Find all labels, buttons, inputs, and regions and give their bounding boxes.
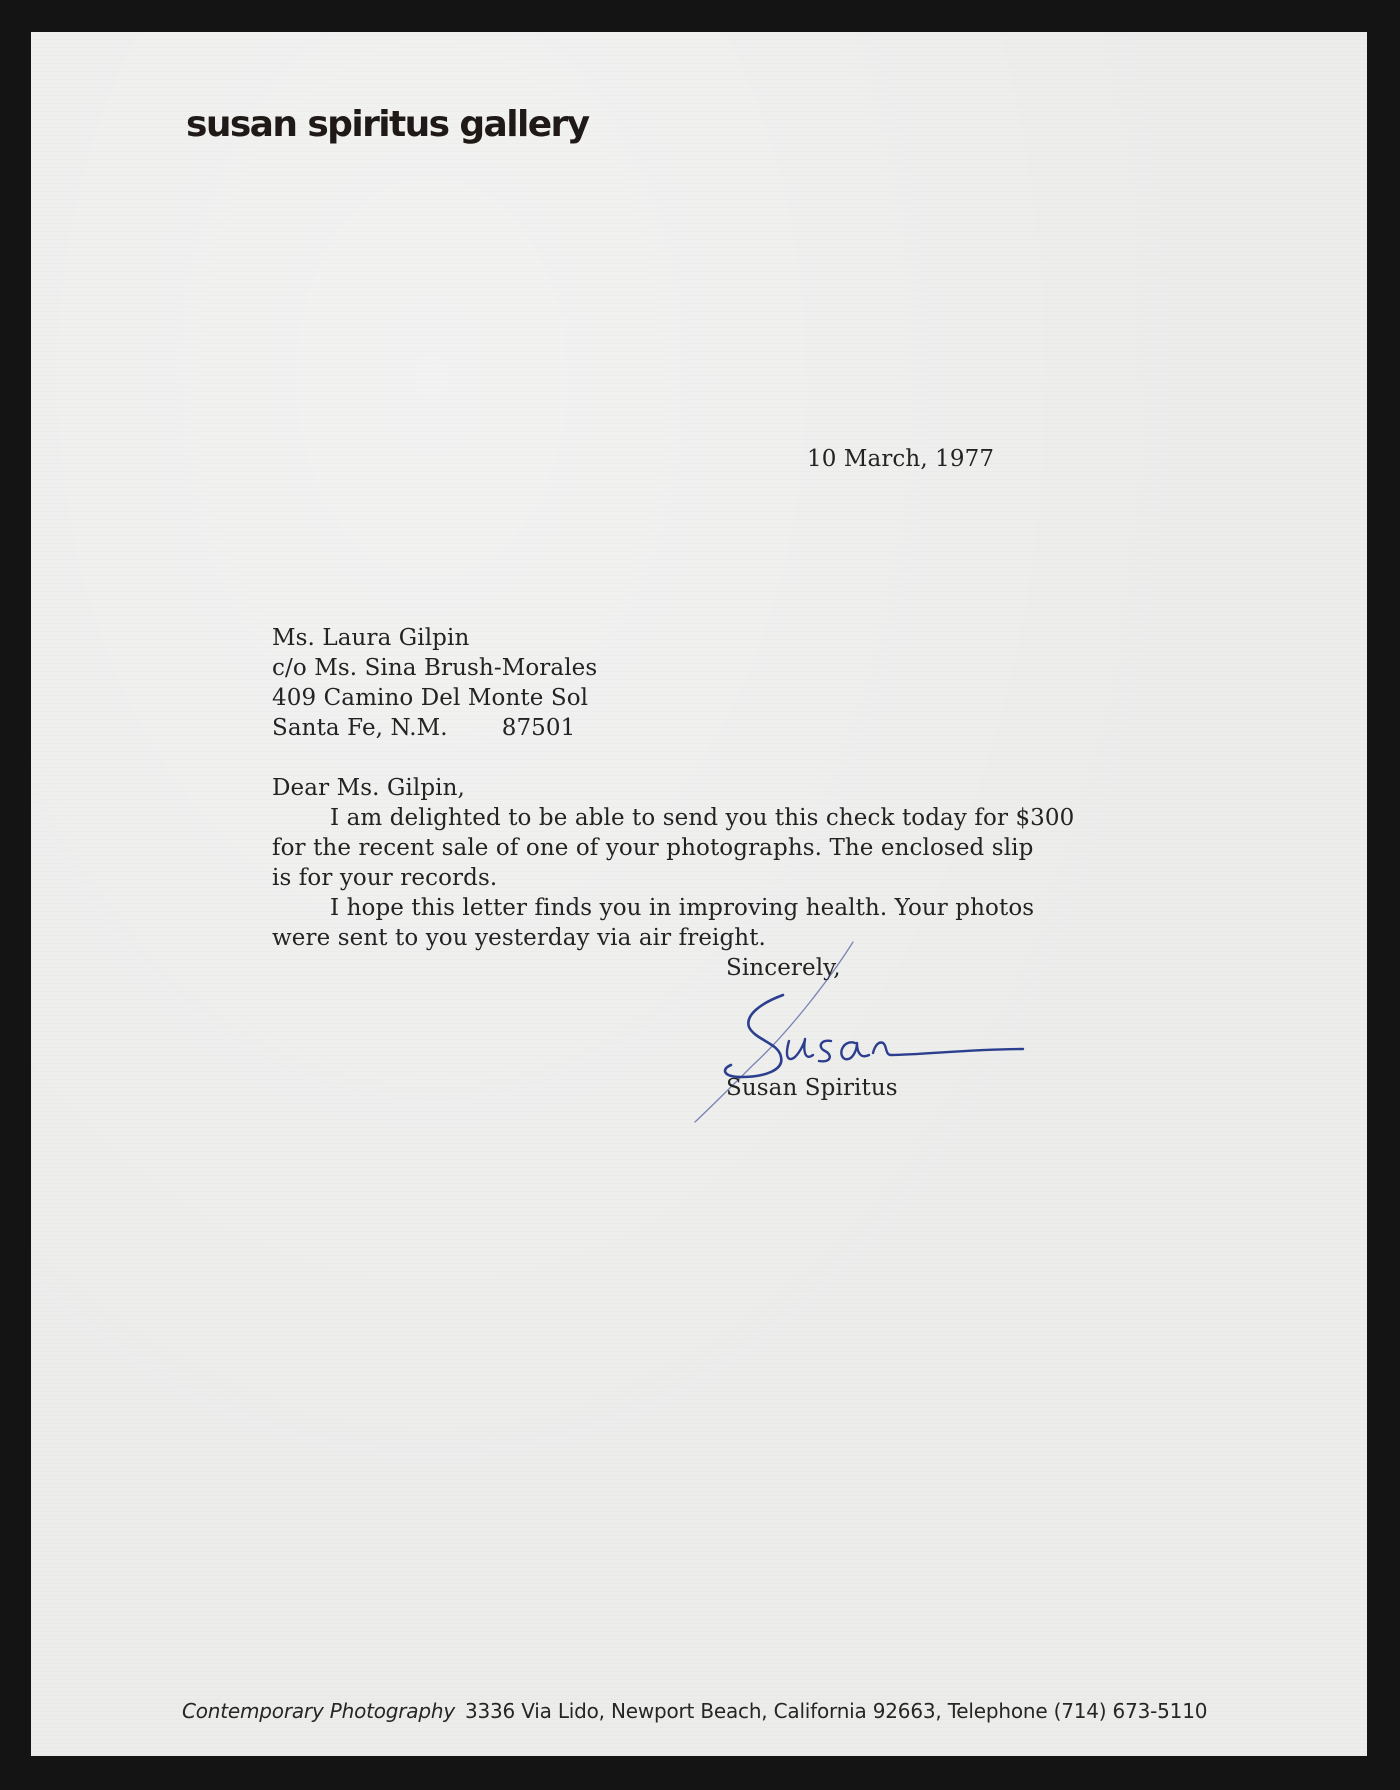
letterhead-footer [182,1699,1207,1723]
body-paragraph-1-line-2: for the recent sale of one of your photographs. The enclosed slip [272,835,1034,861]
footer-tagline: Contemporary Photography [182,1699,455,1723]
letter-date: 10 March, 1977 [807,446,995,472]
recipient-name: Ms. Laura Gilpin [272,625,470,651]
gallery-letterhead: susan spiritus gallery [186,104,589,145]
recipient-street: 409 Camino Del Monte Sol [272,685,589,711]
recipient-care-of: c/o Ms. Sina Brush-Morales [272,655,598,681]
recipient-zip: 87501 [501,715,576,741]
salutation: Dear Ms. Gilpin, [272,775,465,801]
body-paragraph-2-line-2: were sent to you yesterday via air freight. [272,925,766,951]
letter-page [31,32,1367,1756]
body-paragraph-1-line-3: is for your records. [272,865,498,891]
footer-address: 3336 Via Lido, Newport Beach, California 92663, Telephone (714) 673-5110 [464,1699,1208,1723]
body-paragraph-2-line-1: I hope this letter finds you in improving health. Your photos [330,895,1035,921]
signer-name: Susan Spiritus [726,1075,898,1101]
body-paragraph-1-line-1: I am delighted to be able to send you this check today for $300 [330,805,1075,831]
recipient-city-state: Santa Fe, N.M. [272,715,448,741]
closing: Sincerely, [726,955,841,981]
recipient-city-line [272,715,575,741]
